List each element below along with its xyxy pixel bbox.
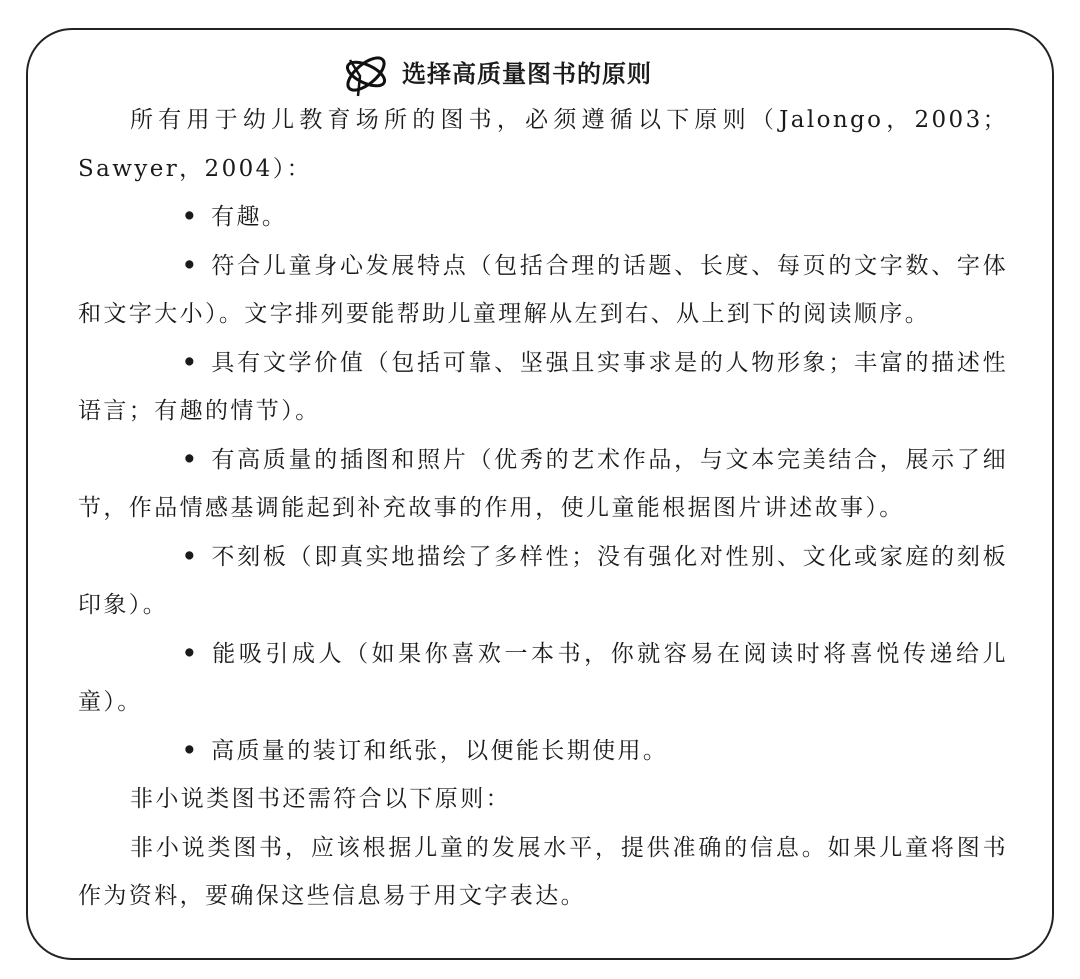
bullet-item (78, 436, 1008, 533)
nonfiction-heading: 非小说类图书还需符合以下原则： (130, 786, 511, 812)
bullet-marker: • (182, 639, 200, 667)
bullet-text: 符合儿童身心发展特点（包括合理的话题、长度、每页的文字数、字体和文字大小）。文字排列要能帮助儿童理解从左到右、从上到下的阅读顺序。 (78, 252, 1008, 327)
bullet-item (78, 242, 1008, 339)
bullet-marker: • (182, 348, 200, 376)
atom-orbit-icon (338, 46, 394, 102)
title-row (338, 46, 652, 102)
bullet-marker: • (182, 203, 200, 230)
bullet-text: 有趣。 (211, 204, 288, 230)
bullet-marker: • (182, 542, 200, 570)
bullet-item (78, 630, 1008, 727)
bullet-item (78, 533, 1008, 630)
bullet-text: 不刻板（即真实地描绘了多样性；没有强化对性别、文化或家庭的刻板印象）。 (78, 543, 1008, 618)
bullet-item (78, 193, 1008, 242)
bullet-item (78, 727, 1008, 776)
bullet-text: 具有文学价值（包括可靠、坚强且实事求是的人物形象；丰富的描述性语言；有趣的情节）。 (78, 349, 1008, 424)
bullet-text: 有高质量的插图和照片（优秀的艺术作品，与文本完美结合，展示了细节，作品情感基调能起到补充故事的作用，使儿童能根据图片讲述故事）。 (78, 446, 1008, 521)
bullet-text: 能吸引成人（如果你喜欢一本书，你就容易在阅读时将喜悦传递给儿童）。 (78, 640, 1008, 715)
nonfiction-paragraph: 非小说类图书，应该根据儿童的发展水平，提供准确的信息。如果儿童将图书作为资料，要确保这些信息易于用文字表达。 (78, 834, 1008, 909)
document-body (78, 96, 1008, 921)
intro-paragraph: 所有用于幼儿教育场所的图书，必须遵循以下原则（Jalongo，2003；Sawyer，2004）： (78, 107, 1008, 182)
bullet-text: 高质量的装订和纸张，以便能长期使用。 (211, 737, 669, 764)
bullet-item (78, 339, 1008, 436)
page-title: 选择高质量图书的原则 (402, 59, 652, 88)
bullet-marker: • (182, 251, 200, 279)
bullet-marker: • (182, 445, 200, 473)
bullet-marker: • (182, 736, 200, 764)
